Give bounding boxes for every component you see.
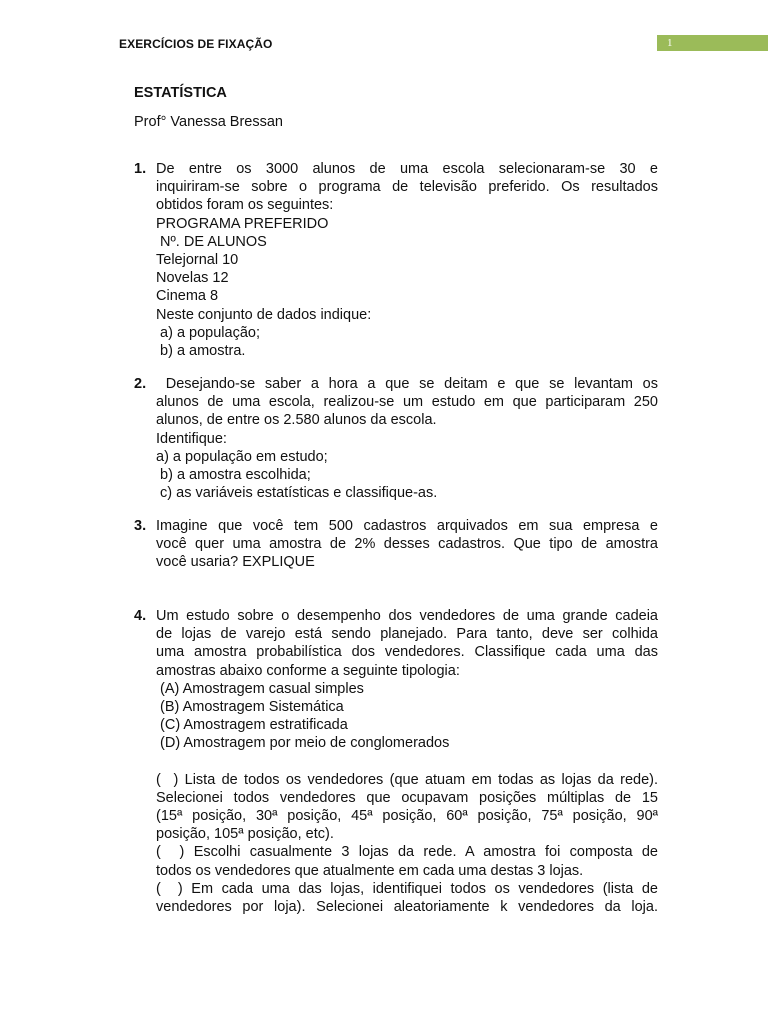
option-a: (A) Amostragem casual simples bbox=[156, 680, 364, 697]
question-text: De entre os 3000 alunos de uma escola selecionaram-se 30 e bbox=[156, 161, 658, 177]
question-number: 1. bbox=[134, 161, 147, 177]
classification-item: ( ) Lista de todos os vendedores (que atuam em todas as lojas da rede). bbox=[156, 771, 658, 788]
question-text: Um estudo sobre o desempenho dos vendedores de uma grande cadeia bbox=[156, 608, 658, 624]
answer-item: a) a população em estudo; bbox=[156, 448, 328, 465]
classification-item: Selecionei todos vendedores que ocupavam posições múltiplas de 15 bbox=[156, 789, 658, 806]
question-3 bbox=[134, 517, 658, 572]
table-row: Telejornal 10 bbox=[156, 252, 239, 269]
question-prompt: Identifique: bbox=[156, 430, 227, 447]
classification-item: ( ) Em cada uma das lojas, identifiquei todos os vendedores (lista de bbox=[156, 880, 658, 897]
classification-item: ( ) Escolhi casualmente 3 lojas da rede. A amostra foi composta de bbox=[156, 844, 658, 861]
answer-item: b) a amostra. bbox=[156, 343, 246, 360]
table-row: Cinema 8 bbox=[156, 288, 219, 305]
question-text: amostras abaixo conforme a seguinte tipologia: bbox=[156, 662, 460, 679]
question-number: 3. bbox=[134, 518, 147, 534]
question-text: Imagine que você tem 500 cadastros arquivados em sua empresa e bbox=[156, 518, 658, 534]
question-number: 2. bbox=[134, 376, 147, 392]
answer-item: b) a amostra escolhida; bbox=[156, 467, 311, 484]
classification-item: todos os vendedores que atualmente em cada uma destas 3 lojas. bbox=[156, 862, 584, 879]
question-text: alunos de uma escola, realizou-se um estudo em que participaram 250 bbox=[156, 394, 658, 411]
question-prompt: Neste conjunto de dados indique: bbox=[156, 306, 372, 323]
document-author: Prof° Vanessa Bressan bbox=[134, 114, 283, 130]
table-header: PROGRAMA PREFERIDO bbox=[156, 215, 329, 232]
question-text: inquiriram-se sobre o programa de televisão preferido. Os resultados bbox=[156, 179, 658, 196]
answer-item: a) a população; bbox=[156, 324, 260, 341]
option-d: (D) Amostragem por meio de conglomerados bbox=[156, 735, 450, 752]
classification-item: (15ª posição, 30ª posição, 45ª posição, 60ª posição, 75ª posição, 90ª bbox=[156, 808, 658, 825]
classification-item: vendedores por loja). Selecionei aleatoriamente k vendedores da loja. bbox=[156, 899, 658, 916]
question-1 bbox=[134, 160, 658, 360]
answer-item: c) as variáveis estatísticas e classifique-as. bbox=[156, 485, 438, 502]
header-title: EXERCÍCIOS DE FIXAÇÃO bbox=[119, 37, 273, 51]
question-4 bbox=[134, 607, 658, 916]
document-title: ESTATÍSTICA bbox=[134, 85, 227, 101]
option-b: (B) Amostragem Sistemática bbox=[156, 699, 344, 716]
question-text: você quer uma amostra de 2% desses cadastros. Que tipo de amostra bbox=[156, 536, 658, 553]
question-text: de lojas de varejo está sendo planejado. Para tanto, deve ser colhida bbox=[156, 626, 658, 643]
question-2 bbox=[134, 375, 658, 502]
question-text: alunos, de entre os 2.580 alunos da escola. bbox=[156, 412, 437, 429]
page-number-badge: 1 bbox=[657, 35, 768, 51]
classification-item: posição, 105ª posição, etc). bbox=[156, 826, 334, 843]
question-text: você usaria? EXPLIQUE bbox=[156, 554, 315, 571]
question-text: uma amostra probabilística dos vendedores. Classifique cada uma das bbox=[156, 644, 658, 661]
table-header: Nº. DE ALUNOS bbox=[156, 233, 267, 250]
question-text: obtidos foram os seguintes: bbox=[156, 197, 334, 214]
question-text: Desejando-se saber a hora a que se deitam e que se levantam os bbox=[156, 376, 658, 392]
question-number: 4. bbox=[134, 608, 147, 624]
spacer bbox=[156, 753, 658, 771]
option-c: (C) Amostragem estratificada bbox=[156, 717, 348, 734]
table-row: Novelas 12 bbox=[156, 270, 229, 287]
